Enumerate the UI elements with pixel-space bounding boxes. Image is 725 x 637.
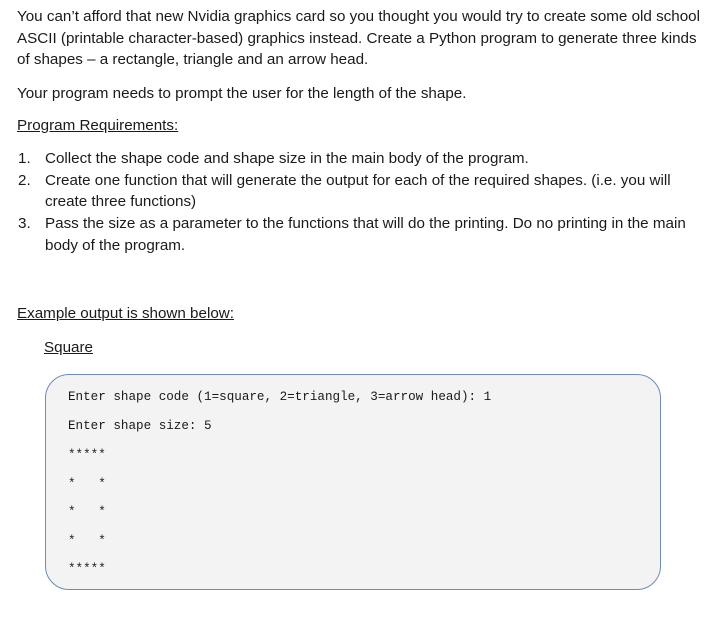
prompt-paragraph: Your program needs to prompt the user for the length of the shape. bbox=[17, 84, 467, 102]
requirements-heading: Program Requirements: bbox=[17, 117, 179, 134]
requirement-item bbox=[17, 148, 707, 170]
square-heading: Square bbox=[44, 339, 93, 356]
requirement-text: Create one function that will generate the output for each of the required shapes. (i.e. you will create three functions) bbox=[45, 171, 671, 210]
console-line-shape-size: Enter shape size: 5 bbox=[68, 419, 212, 433]
console-line-square-row: ***** bbox=[68, 562, 106, 576]
console-line-square-row: ***** bbox=[68, 448, 106, 462]
requirement-text: Pass the size as a parameter to the functions that will do the printing. Do no printing in the main body of the program. bbox=[45, 215, 686, 254]
console-line-square-row: * * bbox=[68, 534, 106, 548]
console-output-box bbox=[45, 374, 661, 590]
requirement-text: Collect the shape code and shape size in the main body of the program. bbox=[45, 149, 529, 167]
requirement-item bbox=[17, 170, 707, 213]
requirement-number: 2. bbox=[18, 171, 31, 189]
requirement-number: 3. bbox=[18, 215, 31, 232]
example-heading: Example output is shown below: bbox=[17, 305, 234, 322]
console-line-square-row: * * bbox=[68, 505, 106, 519]
intro-paragraph: You can’t afford that new Nvidia graphics card so you thought you would try to create some old school ASCII (printable character-based) graphics instead. Create a Python program to generate three kinds of shapes – a rectangle, triangle and an arrow head. bbox=[17, 8, 700, 68]
requirements-list bbox=[17, 148, 707, 257]
document-body bbox=[17, 6, 707, 257]
console-line-square-row: * * bbox=[68, 477, 106, 491]
console-line-shape-code: Enter shape code (1=square, 2=triangle, 3=arrow head): 1 bbox=[68, 390, 492, 404]
requirement-number: 1. bbox=[18, 149, 31, 167]
requirement-item bbox=[17, 213, 707, 256]
